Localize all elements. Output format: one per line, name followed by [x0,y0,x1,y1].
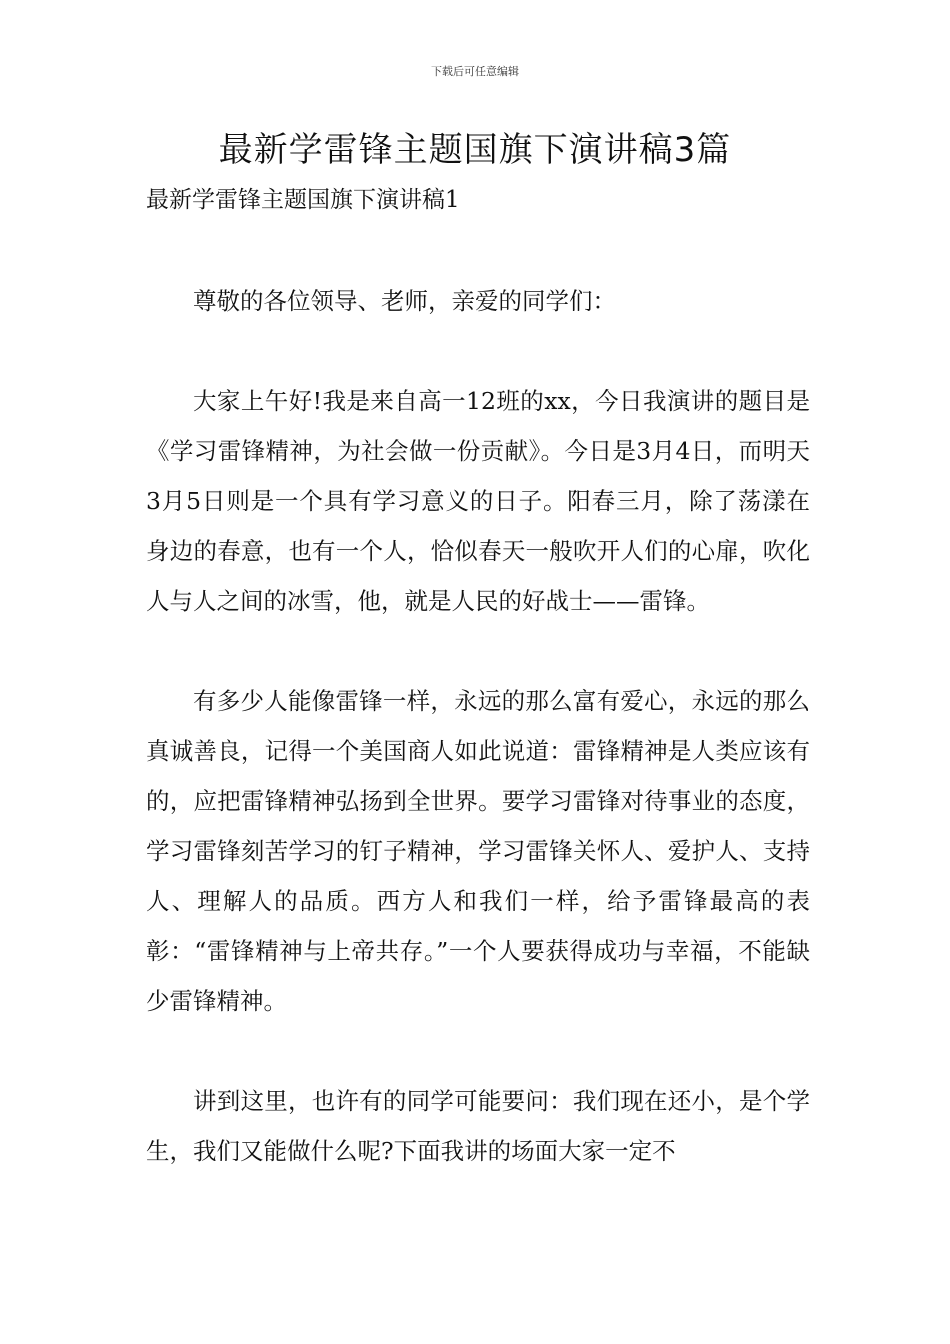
section-title: 最新学雷锋主题国旗下演讲稿1 [146,187,460,213]
paragraph-greeting: 尊敬的各位领导、老师，亲爱的同学们： [193,287,616,315]
document-body [146,276,810,1226]
paragraph-introduction: 大家上午好!我是来自高一12班的xx，今日我演讲的题目是《学习雷锋精神，为社会做一份贡献》。今日是3月4日，而明天3月5日则是一个具有学习意义的日子。阳春三月，除了荡漾在身边的春意，也有一个人，恰似春天一般吹开人们的心扉，吹化人与人之间的冰雪，他，就是人民的好战士——雷锋。 [146,387,810,615]
document-title: 最新学雷锋主题国旗下演讲稿3篇 [218,130,732,170]
paragraph-leifeng-spirit: 有多少人能像雷锋一样，永远的那么富有爱心，永远的那么真诚善良，记得一个美国商人如此说道：雷锋精神是人类应该有的，应把雷锋精神弘扬到全世界。要学习雷锋对待事业的态度，学习雷锋刻苦学习的钉子精神，学习雷锋关怀人、爱护人、支持人、理解人的品质。西方人和我们一样，给予雷锋最高的表彰：“雷锋精神与上帝共存。”一个人要获得成功与幸福，不能缺少雷锋精神。 [146,687,810,1015]
page-header-note: 下载后可任意编辑 [431,65,519,78]
paragraph-question: 讲到这里，也许有的同学可能要问：我们现在还小，是个学生，我们又能做什么呢?下面我讲的场面大家一定不 [146,1087,810,1165]
